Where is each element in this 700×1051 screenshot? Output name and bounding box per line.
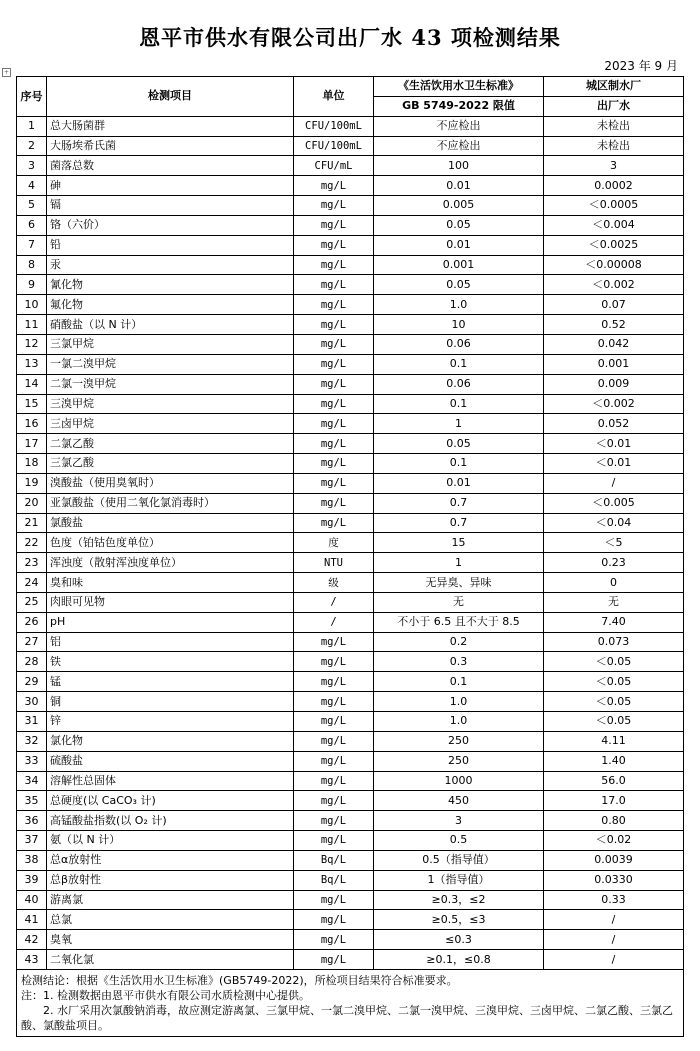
note-2: 2. 水厂采用次氯酸钠消毒，故应测定游离氯、三氯甲烷、一氯二溴甲烷、二氯一溴甲烷、三溴甲烷、三卤甲烷、二氯乙酸、三氯乙酸、氯酸盐项目。	[21, 1003, 673, 1032]
row-result: 56.0	[544, 771, 684, 791]
row-limit: 0.7	[374, 513, 544, 533]
table-row	[17, 354, 684, 374]
row-unit: mg/L	[294, 295, 374, 315]
row-limit: 0.1	[374, 454, 544, 474]
row-limit: 1.0	[374, 712, 544, 732]
table-body	[17, 116, 684, 969]
row-result: 7.40	[544, 612, 684, 632]
table-row	[17, 454, 684, 474]
row-item: 铁	[47, 652, 294, 672]
row-limit: 0.06	[374, 334, 544, 354]
row-number: 15	[17, 394, 47, 414]
table-row	[17, 196, 684, 216]
row-number: 16	[17, 414, 47, 434]
row-number: 40	[17, 890, 47, 910]
row-number: 5	[17, 196, 47, 216]
row-unit: mg/L	[294, 930, 374, 950]
row-result: 1.40	[544, 751, 684, 771]
table-row	[17, 890, 684, 910]
row-item: 大肠埃希氏菌	[47, 136, 294, 156]
row-result: 0.0039	[544, 850, 684, 870]
header-unit: 单位	[294, 77, 374, 117]
table-row	[17, 255, 684, 275]
row-number: 29	[17, 672, 47, 692]
table-row	[17, 473, 684, 493]
row-limit: ≤0.3	[374, 930, 544, 950]
row-limit: 0.001	[374, 255, 544, 275]
row-item: pH	[47, 612, 294, 632]
row-unit: CFU/mL	[294, 156, 374, 176]
row-limit: 不应检出	[374, 116, 544, 136]
row-item: 游离氯	[47, 890, 294, 910]
row-item: 总硬度(以 CaCO₃ 计)	[47, 791, 294, 811]
row-result: 17.0	[544, 791, 684, 811]
report-date: 2023 年 9 月	[604, 59, 678, 73]
row-limit: 0.05	[374, 275, 544, 295]
row-number: 42	[17, 930, 47, 950]
row-result: 0.001	[544, 354, 684, 374]
row-unit: mg/L	[294, 255, 374, 275]
row-item: 锌	[47, 712, 294, 732]
results-table	[16, 76, 684, 1037]
row-number: 8	[17, 255, 47, 275]
row-limit: 450	[374, 791, 544, 811]
row-result: 0.07	[544, 295, 684, 315]
row-unit: mg/L	[294, 414, 374, 434]
row-unit: CFU/100mL	[294, 116, 374, 136]
row-number: 28	[17, 652, 47, 672]
row-limit: 不小于 6.5 且不大于 8.5	[374, 612, 544, 632]
table-row	[17, 592, 684, 612]
row-unit: mg/L	[294, 811, 374, 831]
table-row	[17, 394, 684, 414]
row-unit: mg/L	[294, 354, 374, 374]
row-item: 总大肠菌群	[47, 116, 294, 136]
row-result: ＜0.00008	[544, 255, 684, 275]
row-item: 高锰酸盐指数(以 O₂ 计)	[47, 811, 294, 831]
row-result: 0.52	[544, 315, 684, 335]
row-item: 臭和味	[47, 573, 294, 593]
table-row	[17, 235, 684, 255]
table-row	[17, 672, 684, 692]
row-unit: mg/L	[294, 215, 374, 235]
row-result: ＜0.05	[544, 652, 684, 672]
header-item: 检测项目	[47, 77, 294, 117]
conclusion-text: 检测结论：根据《生活饮用水卫生标准》(GB5749-2022)，所检项目结果符合标准要求。	[21, 973, 458, 987]
row-unit: mg/L	[294, 910, 374, 930]
table-row	[17, 791, 684, 811]
row-limit: 0.05	[374, 434, 544, 454]
row-result: ＜0.005	[544, 493, 684, 513]
row-limit: 0.7	[374, 493, 544, 513]
row-item: 铅	[47, 235, 294, 255]
row-unit: mg/L	[294, 275, 374, 295]
row-number: 2	[17, 136, 47, 156]
row-number: 1	[17, 116, 47, 136]
table-row	[17, 751, 684, 771]
row-item: 菌落总数	[47, 156, 294, 176]
table-row	[17, 493, 684, 513]
table-row	[17, 771, 684, 791]
row-number: 25	[17, 592, 47, 612]
row-unit: mg/L	[294, 513, 374, 533]
row-limit: ≥0.3，≤2	[374, 890, 544, 910]
row-item: 肉眼可见物	[47, 592, 294, 612]
table-row	[17, 573, 684, 593]
table-row	[17, 632, 684, 652]
row-unit: 级	[294, 573, 374, 593]
table-row	[17, 176, 684, 196]
row-item: 砷	[47, 176, 294, 196]
row-result: 0.042	[544, 334, 684, 354]
row-unit: /	[294, 612, 374, 632]
row-number: 26	[17, 612, 47, 632]
row-item: 氨（以 N 计）	[47, 831, 294, 851]
table-row	[17, 731, 684, 751]
row-limit: 1000	[374, 771, 544, 791]
note-1: 注：1. 检测数据由恩平市供水有限公司水质检测中心提供。	[21, 988, 310, 1002]
table-row	[17, 692, 684, 712]
row-unit: mg/L	[294, 434, 374, 454]
row-item: 浑浊度（散射浑浊度单位）	[47, 553, 294, 573]
row-limit: 100	[374, 156, 544, 176]
row-number: 6	[17, 215, 47, 235]
row-item: 三溴甲烷	[47, 394, 294, 414]
row-limit: 1	[374, 414, 544, 434]
row-number: 27	[17, 632, 47, 652]
header-plant: 城区制水厂	[544, 77, 684, 97]
row-number: 20	[17, 493, 47, 513]
row-limit: 0.2	[374, 632, 544, 652]
row-result: ＜0.01	[544, 454, 684, 474]
row-item: 氯化物	[47, 731, 294, 751]
row-unit: mg/L	[294, 454, 374, 474]
row-item: 锰	[47, 672, 294, 692]
table-row	[17, 910, 684, 930]
row-result: 0.33	[544, 890, 684, 910]
row-number: 13	[17, 354, 47, 374]
row-limit: 不应检出	[374, 136, 544, 156]
row-item: 臭氧	[47, 930, 294, 950]
row-unit: CFU/100mL	[294, 136, 374, 156]
row-number: 17	[17, 434, 47, 454]
row-item: 三卤甲烷	[47, 414, 294, 434]
row-number: 19	[17, 473, 47, 493]
row-number: 23	[17, 553, 47, 573]
row-result: 未检出	[544, 116, 684, 136]
row-unit: mg/L	[294, 771, 374, 791]
row-item: 二氧化氯	[47, 950, 294, 970]
table-row	[17, 831, 684, 851]
row-unit: mg/L	[294, 831, 374, 851]
row-number: 38	[17, 850, 47, 870]
row-number: 36	[17, 811, 47, 831]
row-number: 43	[17, 950, 47, 970]
row-unit: mg/L	[294, 394, 374, 414]
row-unit: mg/L	[294, 176, 374, 196]
row-limit: 0.5（指导值）	[374, 850, 544, 870]
row-number: 14	[17, 374, 47, 394]
row-result: ＜0.05	[544, 672, 684, 692]
row-result: ＜0.002	[544, 394, 684, 414]
row-result: ＜0.004	[544, 215, 684, 235]
row-limit: 0.3	[374, 652, 544, 672]
row-limit: 3	[374, 811, 544, 831]
row-number: 30	[17, 692, 47, 712]
row-unit: mg/L	[294, 235, 374, 255]
table-row	[17, 850, 684, 870]
row-item: 二氯乙酸	[47, 434, 294, 454]
table-row	[17, 334, 684, 354]
row-unit: /	[294, 592, 374, 612]
row-limit: 无异臭、异味	[374, 573, 544, 593]
row-limit: 10	[374, 315, 544, 335]
row-result: ＜0.0025	[544, 235, 684, 255]
row-result: /	[544, 950, 684, 970]
row-unit: mg/L	[294, 731, 374, 751]
row-unit: mg/L	[294, 712, 374, 732]
row-result: /	[544, 930, 684, 950]
row-item: 总β放射性	[47, 870, 294, 890]
row-item: 溴酸盐（使用臭氧时）	[47, 473, 294, 493]
row-result: /	[544, 473, 684, 493]
header-standard: 《生活饮用水卫生标准》	[374, 77, 544, 97]
row-unit: mg/L	[294, 374, 374, 394]
row-unit: Bq/L	[294, 870, 374, 890]
row-number: 31	[17, 712, 47, 732]
row-limit: 1.0	[374, 295, 544, 315]
row-unit: mg/L	[294, 890, 374, 910]
row-limit: 0.01	[374, 473, 544, 493]
row-item: 铜	[47, 692, 294, 712]
row-number: 34	[17, 771, 47, 791]
row-number: 11	[17, 315, 47, 335]
row-result: /	[544, 910, 684, 930]
row-item: 铝	[47, 632, 294, 652]
row-result: ＜0.02	[544, 831, 684, 851]
row-item: 二氯一溴甲烷	[47, 374, 294, 394]
table-row	[17, 156, 684, 176]
table-row	[17, 950, 684, 970]
notes-cell	[17, 969, 684, 1036]
row-limit: 0.06	[374, 374, 544, 394]
row-item: 汞	[47, 255, 294, 275]
table-row	[17, 612, 684, 632]
row-limit: 0.05	[374, 215, 544, 235]
row-result: 0.009	[544, 374, 684, 394]
row-result: 0.0002	[544, 176, 684, 196]
row-limit: 0.005	[374, 196, 544, 216]
row-result: 0.80	[544, 811, 684, 831]
row-number: 10	[17, 295, 47, 315]
row-item: 一氯二溴甲烷	[47, 354, 294, 374]
row-limit: 0.5	[374, 831, 544, 851]
row-number: 35	[17, 791, 47, 811]
row-unit: mg/L	[294, 632, 374, 652]
row-result: ＜0.04	[544, 513, 684, 533]
row-result: 0.052	[544, 414, 684, 434]
row-number: 9	[17, 275, 47, 295]
row-result: 无	[544, 592, 684, 612]
row-limit: 0.01	[374, 235, 544, 255]
row-item: 亚氯酸盐（使用二氧化氯消毒时）	[47, 493, 294, 513]
row-item: 三氯甲烷	[47, 334, 294, 354]
row-number: 18	[17, 454, 47, 474]
row-number: 32	[17, 731, 47, 751]
table-row	[17, 811, 684, 831]
table-row	[17, 275, 684, 295]
row-number: 21	[17, 513, 47, 533]
row-number: 12	[17, 334, 47, 354]
row-unit: mg/L	[294, 692, 374, 712]
row-item: 色度（铂钴色度单位）	[47, 533, 294, 553]
table-row	[17, 315, 684, 335]
row-result: 0.073	[544, 632, 684, 652]
table-row	[17, 930, 684, 950]
row-limit: 0.1	[374, 354, 544, 374]
row-limit: 0.1	[374, 672, 544, 692]
table-row	[17, 215, 684, 235]
row-item: 氯酸盐	[47, 513, 294, 533]
row-unit: Bq/L	[294, 850, 374, 870]
row-number: 37	[17, 831, 47, 851]
row-number: 24	[17, 573, 47, 593]
row-result: 0.0330	[544, 870, 684, 890]
row-result: 0.23	[544, 553, 684, 573]
row-number: 3	[17, 156, 47, 176]
row-item: 总氯	[47, 910, 294, 930]
row-number: 22	[17, 533, 47, 553]
row-number: 4	[17, 176, 47, 196]
row-result: 3	[544, 156, 684, 176]
table-row	[17, 513, 684, 533]
row-result: ＜5	[544, 533, 684, 553]
row-limit: 1	[374, 553, 544, 573]
table-row	[17, 374, 684, 394]
table-row	[17, 116, 684, 136]
row-result: 4.11	[544, 731, 684, 751]
page-title: 恩平市供水有限公司出厂水 43 项检测结果	[139, 25, 561, 50]
row-item: 氟化物	[47, 295, 294, 315]
row-item: 溶解性总固体	[47, 771, 294, 791]
table-row	[17, 553, 684, 573]
row-result: ＜0.0005	[544, 196, 684, 216]
row-result: ＜0.05	[544, 712, 684, 732]
table-row	[17, 712, 684, 732]
row-item: 总α放射性	[47, 850, 294, 870]
row-unit: mg/L	[294, 672, 374, 692]
table-row	[17, 870, 684, 890]
row-item: 三氯乙酸	[47, 454, 294, 474]
table-row	[17, 295, 684, 315]
row-limit: 15	[374, 533, 544, 553]
row-unit: mg/L	[294, 315, 374, 335]
header-seq: 序号	[17, 77, 47, 117]
row-number: 39	[17, 870, 47, 890]
row-unit: 度	[294, 533, 374, 553]
row-item: 铬（六价）	[47, 215, 294, 235]
row-unit: mg/L	[294, 751, 374, 771]
row-limit: 250	[374, 751, 544, 771]
row-unit: NTU	[294, 553, 374, 573]
row-item: 硝酸盐（以 N 计）	[47, 315, 294, 335]
row-limit: 0.1	[374, 394, 544, 414]
row-unit: mg/L	[294, 493, 374, 513]
row-item: 硫酸盐	[47, 751, 294, 771]
row-number: 7	[17, 235, 47, 255]
row-unit: mg/L	[294, 950, 374, 970]
row-unit: mg/L	[294, 791, 374, 811]
table-row	[17, 652, 684, 672]
row-limit: 1.0	[374, 692, 544, 712]
row-item: 氰化物	[47, 275, 294, 295]
header-plant-output: 出厂水	[544, 96, 684, 116]
table-row	[17, 136, 684, 156]
row-limit: 1（指导值）	[374, 870, 544, 890]
row-limit: 无	[374, 592, 544, 612]
row-result: ＜0.002	[544, 275, 684, 295]
row-unit: mg/L	[294, 334, 374, 354]
table-move-handle-icon[interactable]: +	[3, 69, 10, 76]
row-number: 33	[17, 751, 47, 771]
table-row	[17, 533, 684, 553]
row-limit: 250	[374, 731, 544, 751]
header-standard-limit: GB 5749-2022 限值	[374, 96, 544, 116]
row-limit: ≥0.1，≤0.8	[374, 950, 544, 970]
row-result: 0	[544, 573, 684, 593]
row-number: 41	[17, 910, 47, 930]
row-limit: 0.01	[374, 176, 544, 196]
row-result: ＜0.01	[544, 434, 684, 454]
row-result: ＜0.05	[544, 692, 684, 712]
row-unit: mg/L	[294, 196, 374, 216]
row-unit: mg/L	[294, 473, 374, 493]
row-limit: ≥0.5，≤3	[374, 910, 544, 930]
table-row	[17, 434, 684, 454]
row-result: 未检出	[544, 136, 684, 156]
row-unit: mg/L	[294, 652, 374, 672]
row-item: 镉	[47, 196, 294, 216]
table-row	[17, 414, 684, 434]
